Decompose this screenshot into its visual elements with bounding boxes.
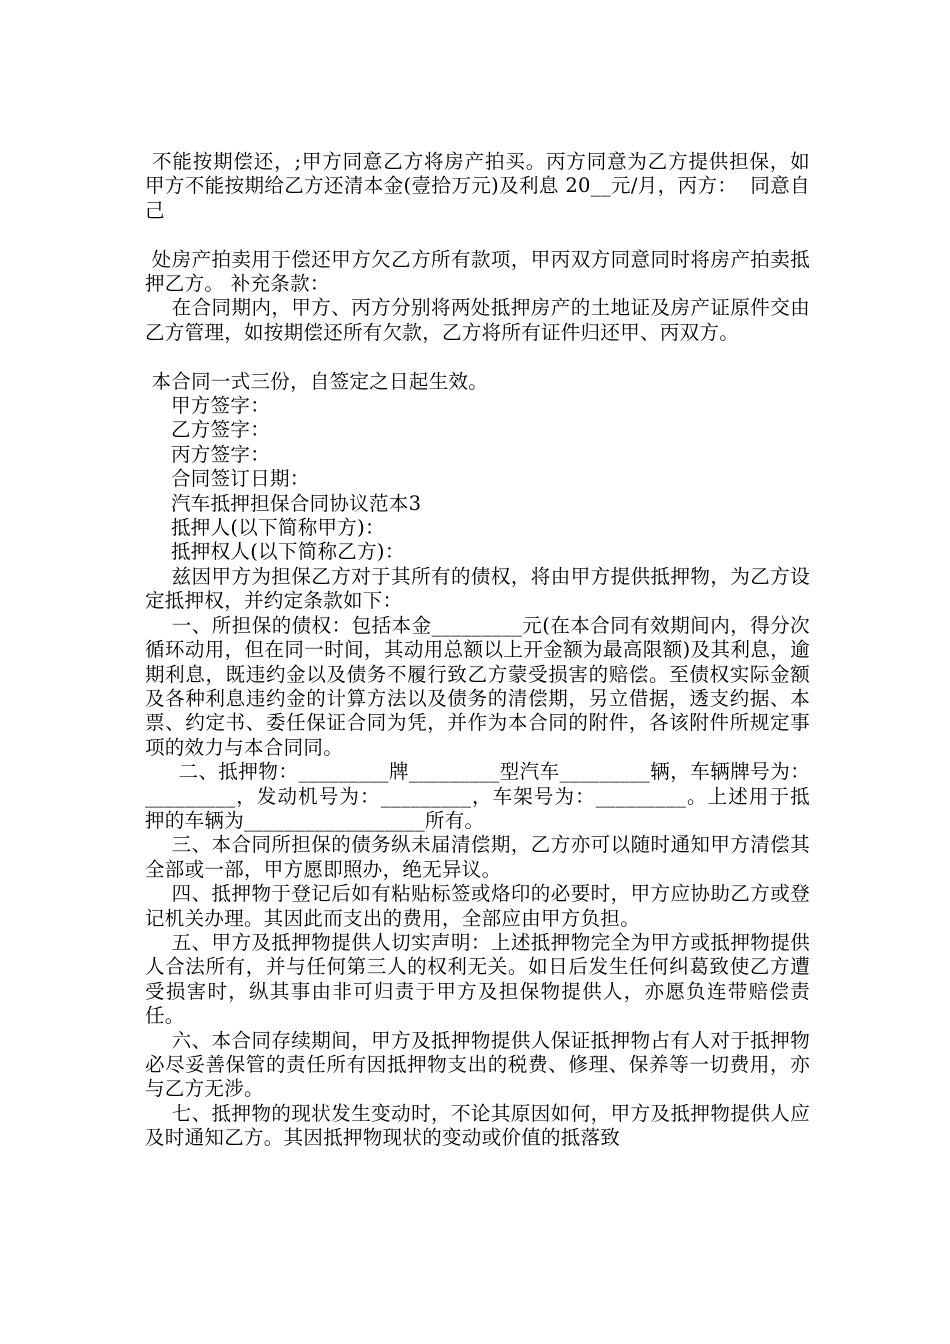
clause-7: 七、抵押物的现状发生变动时，不论其原因如何，甲方及抵押物提供人应及时通知乙方。其因抵押物现状的变动或价值的抵落致 [145,1101,810,1150]
signature-party-a: 甲方签字： [145,394,271,418]
clause-5: 五、甲方及抵押物提供人切实声明：上述抵押物完全为甲方或抵押物提供人合法所有，并与任何第三人的权利无关。如日后发生任何纠葛致使乙方遭受损害时，纵其事由非可归责于甲方及担保物提供人，亦愿负连带赔偿责任。 [145,930,810,1028]
mortgagee-line: 抵押权人(以下简称乙方)： [145,540,405,564]
document-body [145,150,810,1151]
clause-3: 三、本合同所担保的债务纵未届清偿期，乙方亦可以随时通知甲方清偿其全部或一部，甲方愿即照办，绝无异议。 [145,833,810,881]
paragraph-guarantee-terms: 不能按期偿还，;甲方同意乙方将房产拍买。丙方同意为乙方提供担保，如甲方不能按期给乙方还清本金(壹拾万元)及利息 20__元/月，丙方： 同意自己 [145,150,810,222]
section-title: 汽车抵押担保合同协议范本3 [145,491,422,515]
clause-2: 二、抵押物：_________牌_________型汽车_________辆，车辆牌号为：_________，发动机号为：_________，车架号为：_________。上述用于抵押的车辆为__________________所有。 [145,760,811,832]
paragraph-preamble: 兹因甲方为担保乙方对于其所有的债权，将由甲方提供抵押物，为乙方设定抵押权，并约定条款如下： [145,564,810,613]
blank-line [145,223,810,247]
paragraph-copies: 本合同一式三份，自签定之日起生效。 [145,369,489,393]
paragraph-property-auction: 处房产拍卖用于偿还甲方欠乙方所有款项，甲丙双方同意同时将房产拍卖抵押乙方。 补充条款： [145,247,810,296]
signing-date: 合同签订日期： [145,467,310,491]
paragraph-certificates: 在合同期内，甲方、丙方分别将两处抵押房产的土地证及房产证原件交由乙方管理，如按期偿还所有欠款，乙方将所有证件归还甲、丙双方。 [145,296,810,344]
clause-4: 四、抵押物于登记后如有粘贴标签或烙印的必要时，甲方应协助乙方或登记机关办理。其因此而支出的费用，全部应由甲方负担。 [145,882,810,930]
clause-1: 一、所担保的债权：包括本金_________元(在本合同有效期间内，得分次循环动用，但在同一时间，其动用总额以上开金额为最高限额)及其利息，逾期利息，既违约金以及债务不履行致乙方蒙受损害的赔偿。至债权实际金额及各种利息违约金的计算方法以及债务的清偿期，另立借据，透支约据、本票、约定书、委任保证合同为凭，并作为本合同的附件，各该附件所规定事项的效力与本合同同。 [145,613,810,759]
mortgagor-line: 抵押人(以下简称甲方)： [145,516,385,540]
blank-line [145,345,810,369]
signature-party-b: 乙方签字： [145,418,271,442]
clause-6: 六、本合同存续期间，甲方及抵押物提供人保证抵押物占有人对于抵押物必尽妥善保管的责任所有因抵押物支出的税费、修理、保养等一切费用，亦与乙方无涉。 [145,1028,810,1101]
signature-party-c: 丙方签字： [145,442,271,466]
